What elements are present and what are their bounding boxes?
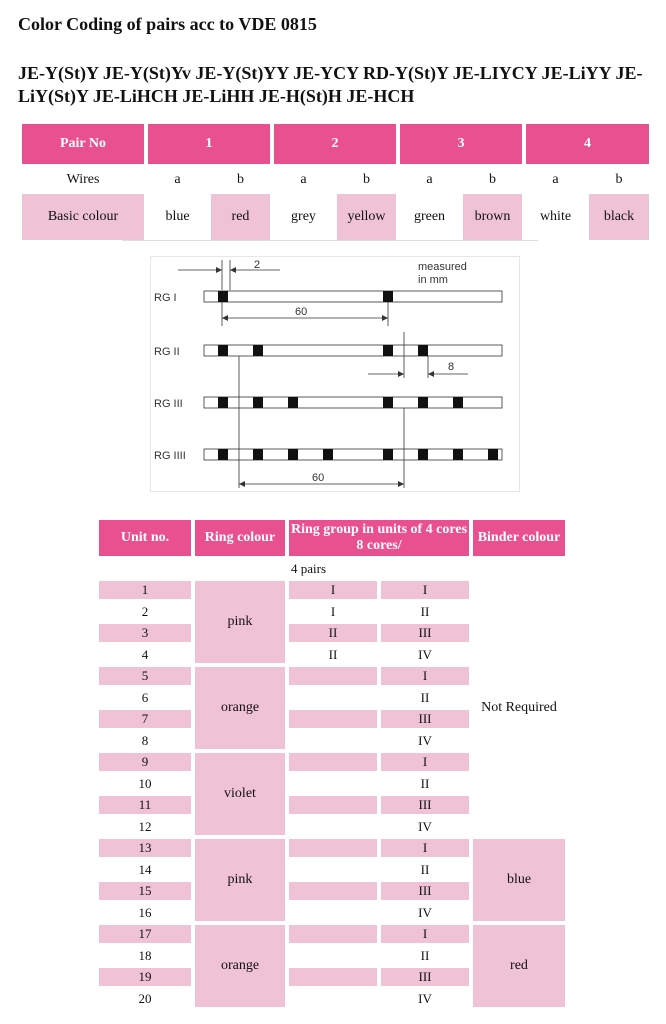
pair-header-row [22, 124, 649, 166]
wire-cell: a [426, 172, 433, 187]
unit-no-cell: 1 [99, 581, 191, 599]
colour-cell: blue [165, 209, 190, 224]
unit-no-cell: 15 [99, 882, 191, 900]
wire-cell: b [363, 172, 370, 187]
unit-no-cell: 13 [99, 839, 191, 857]
rg-3-label: RG III [154, 398, 183, 410]
unit-no-cell: 2 [141, 603, 149, 619]
unit-no-cell: 14 [138, 861, 152, 877]
measure-note-2: in mm [418, 274, 448, 286]
colour-cell: red [211, 194, 270, 240]
wire-cell: a [552, 172, 559, 187]
unit-no-cell: 17 [99, 925, 191, 943]
ring-mark [253, 397, 263, 408]
ring-mark [218, 449, 228, 460]
group-4-cores-cell [289, 925, 377, 943]
wire-cell: b [489, 172, 496, 187]
dim-60-bottom-label: 60 [312, 472, 325, 484]
binder-red: red [473, 925, 565, 1007]
pair-no-header: Pair No [22, 124, 144, 164]
ring-group-header: Ring group in units of 4 cores 8 cores/ [289, 520, 469, 556]
unit-no-cell: 20 [138, 990, 152, 1006]
ring-mark [418, 449, 428, 460]
group-8-cores-cell: I [381, 925, 469, 943]
group-8-cores-cell: I [381, 581, 469, 599]
unit-no-cell: 18 [138, 947, 152, 963]
ring-mark [383, 345, 393, 356]
group-8-cores-cell: I [381, 667, 469, 685]
unit-no-cell: 4 [141, 646, 149, 662]
group-8-cores-cell: III [381, 710, 469, 728]
ring-mark [218, 345, 228, 356]
group-4-cores-cell [289, 775, 377, 793]
ring-colour-block: pink [195, 839, 285, 921]
group-8-cores-cell: IV [418, 990, 432, 1006]
ring-mark [418, 345, 428, 356]
colour-cell: green [413, 209, 446, 224]
ring-mark [453, 449, 463, 460]
ring-colour-block: pink [195, 581, 285, 663]
group-4-cores-cell [289, 689, 377, 707]
wire-cell: b [615, 172, 623, 187]
ring-mark [288, 397, 298, 408]
group-4-cores-cell [289, 818, 377, 836]
group-8-cores-cell: II [420, 689, 430, 705]
binder-colour-header: Binder colour [473, 520, 565, 556]
pair-1-header: 1 [148, 124, 270, 164]
ring-mark [218, 397, 228, 408]
rg-2-label: RG II [154, 346, 180, 358]
wire-cell: a [300, 172, 307, 187]
measure-note-1: measured [418, 261, 467, 273]
unit-no-cell: 3 [99, 624, 191, 642]
colour-cell: black [589, 194, 649, 240]
dim-2-label: 2 [254, 259, 261, 271]
ring-mark [383, 449, 393, 460]
group-8-cores-cell: III [381, 882, 469, 900]
group-4-cores-cell: I [289, 581, 377, 599]
ring-mark [453, 397, 463, 408]
ring-mark [253, 345, 263, 356]
colour-cell: grey [291, 209, 316, 224]
group-8-cores-cell: III [381, 796, 469, 814]
group-4-cores-cell [289, 667, 377, 685]
unit-no-cell: 11 [99, 796, 191, 814]
group-4-cores-cell [289, 796, 377, 814]
ring-mark [288, 449, 298, 460]
group-4-cores-cell: II [328, 646, 338, 662]
group-4-cores-cell: II [289, 624, 377, 642]
group-4-cores-cell: I [330, 603, 336, 619]
ring-group-diagram [150, 256, 520, 492]
ring-colour-block: violet [195, 753, 285, 835]
wires-label: Wires [66, 172, 100, 187]
unit-no-cell: 5 [99, 667, 191, 685]
binder-not-required: Not Required [481, 700, 557, 715]
group-8-cores-cell: II [420, 775, 430, 791]
ring-diagram-svg [150, 256, 520, 492]
pair-2-header: 2 [274, 124, 396, 164]
unit-no-cell: 7 [99, 710, 191, 728]
rg-2-bar [204, 345, 502, 356]
unit-no-cell: 19 [99, 968, 191, 986]
dim-60-top-label: 60 [295, 306, 308, 318]
unit-no-cell: 9 [99, 753, 191, 771]
ring-mark [383, 291, 393, 302]
pair-3-header: 3 [400, 124, 522, 164]
group-8-cores-cell: IV [418, 732, 432, 748]
group-4-cores-cell [289, 968, 377, 986]
unit-no-cell: 12 [138, 818, 152, 834]
ring-mark [323, 449, 333, 460]
ring-mark [383, 397, 393, 408]
ring-mark [253, 449, 263, 460]
group-8-cores-cell: II [420, 947, 430, 963]
group-4-cores-cell [289, 882, 377, 900]
group-8-cores-cell: IV [418, 904, 432, 920]
group-4-cores-cell [289, 732, 377, 750]
group-8-cores-cell: II [420, 603, 430, 619]
group-4-cores-cell [289, 990, 377, 1008]
wires-row [22, 166, 649, 194]
group-4-cores-cell [289, 753, 377, 771]
group-8-cores-cell: III [381, 624, 469, 642]
unit-no-cell: 10 [138, 775, 152, 791]
group-4-cores-cell [289, 947, 377, 965]
unit-no-cell: 16 [138, 904, 152, 920]
rg-1-label: RG I [154, 292, 177, 304]
group-4-cores-cell [289, 839, 377, 857]
group-8-cores-cell: IV [418, 646, 432, 662]
basic-colour-label: Basic colour [22, 194, 144, 240]
group-8-cores-cell: I [381, 839, 469, 857]
dim-8-label: 8 [448, 361, 455, 373]
rg-1-bar [204, 291, 502, 302]
unit-no-header: Unit no. [99, 520, 191, 556]
ring-colour-header: Ring colour [195, 520, 285, 556]
group-8-cores-cell: IV [418, 818, 432, 834]
wire-cell: b [237, 172, 244, 187]
ring-mark [488, 449, 498, 460]
colour-cell: white [539, 209, 572, 224]
group-4-cores-cell [289, 861, 377, 879]
group-8-cores-cell: I [381, 753, 469, 771]
pair-colour-table [22, 124, 649, 240]
colour-cell: brown [463, 194, 522, 240]
colour-cell: yellow [337, 194, 396, 240]
group-8-cores-cell: III [381, 968, 469, 986]
pair-4-header: 4 [526, 124, 649, 164]
cable-types: JE-Y(St)Y JE-Y(St)Yv JE-Y(St)YY JE-YCY RD-Y(St)Y JE-LIYCY JE-LiYY JE-LiY(St)Y JE-LiHCH JE-LiHH JE-H(St)H JE-HCH [18, 63, 643, 106]
basic-colour-row [22, 194, 649, 240]
ring-mark [218, 291, 228, 302]
unit-no-cell: 8 [141, 732, 149, 748]
page-title: Color Coding of pairs acc to VDE 0815 [18, 14, 317, 34]
group-8-cores-cell: II [420, 861, 430, 877]
divider [122, 240, 538, 241]
binder-blue: blue [473, 839, 565, 921]
wire-cell: a [174, 172, 181, 187]
four-pairs-label: 4 pairs [291, 561, 327, 576]
ring-mark [418, 397, 428, 408]
ring-colour-block: orange [195, 667, 285, 749]
group-4-cores-cell [289, 710, 377, 728]
rg-4-label: RG IIII [154, 450, 186, 462]
group-4-cores-cell [289, 904, 377, 922]
unit-no-cell: 6 [141, 689, 149, 705]
ring-colour-block: orange [195, 925, 285, 1007]
